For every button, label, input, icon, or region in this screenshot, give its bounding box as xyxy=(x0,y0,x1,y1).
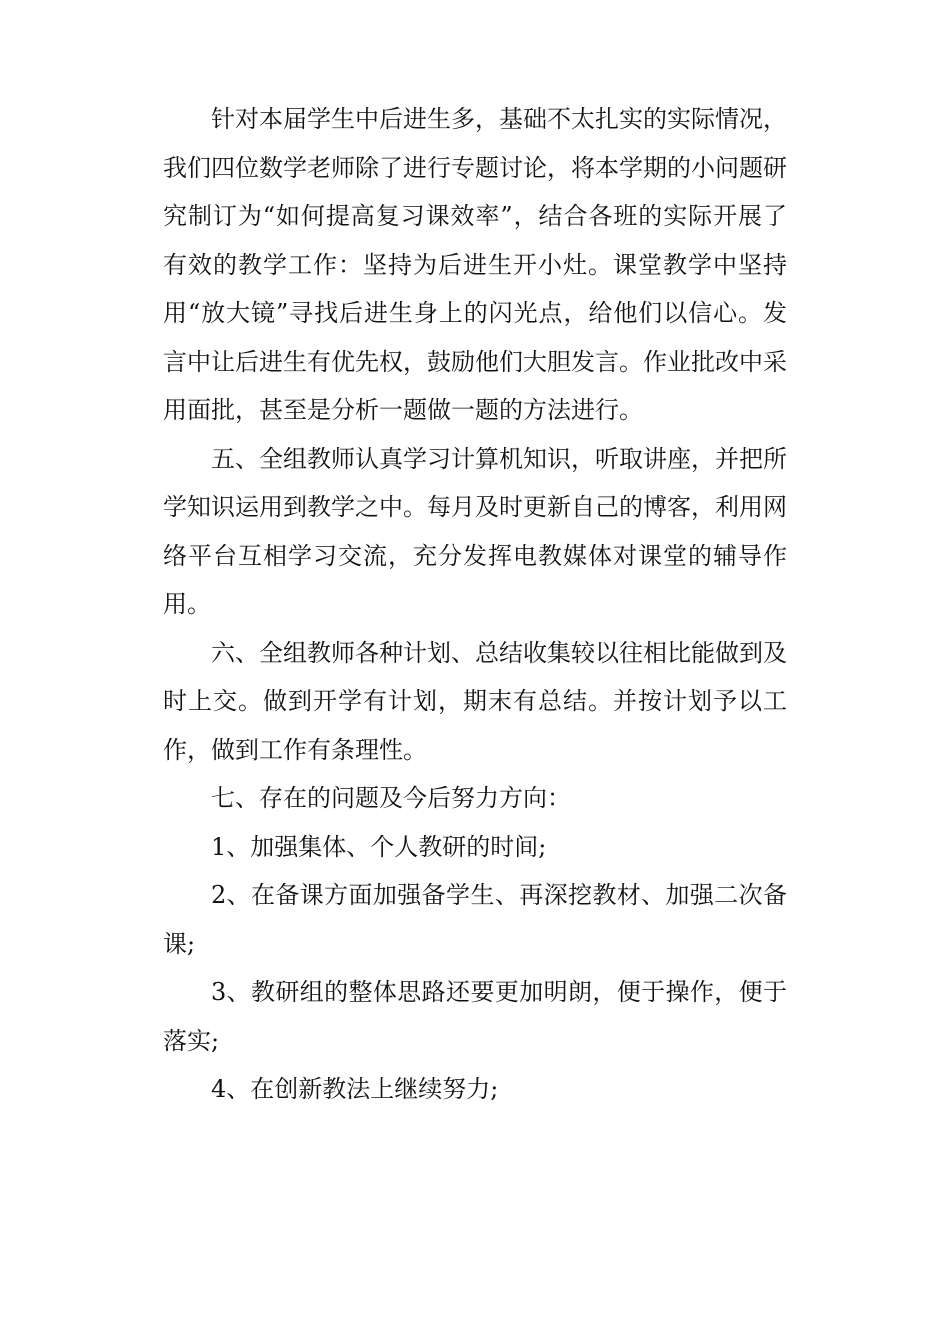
list-item-4: 4、在创新教法上继续努力; xyxy=(211,1075,499,1103)
list-item-1: 1、加强集体、个人教研的时间; xyxy=(211,832,547,861)
paragraph-section-five: 五、全组教师认真学习计算机知识，听取讲座，并把所学知识运用到教学之中。每月及时更新自己的博客，利用网络平台互相学习交流，充分发挥电教媒体对课堂的辅导作用。 xyxy=(163,444,787,618)
list-item-3: 3、教研组的整体思路还要更加明朗，便于操作，便于落实; xyxy=(163,978,787,1055)
paragraph-section-six: 六、全组教师各种计划、总结收集较以往相比能做到及时上交。做到开学有计划，期末有总结。并按计划予以工作，做到工作有条理性。 xyxy=(163,638,787,764)
paragraph-remedial-teaching: 针对本届学生中后进生多，基础不太扎实的实际情况，我们四位数学老师除了进行专题讨论，将本学期的小问题研究制订为“如何提高复习课效率”，结合各班的实际开展了有效的教学工作：坚持为后进生开小灶。课堂教学中坚持用“放大镜”寻找后进生身上的闪光点，给他们以信心。发言中让后进生有优先权，鼓励他们大胆发言。作业批改中采用面批，甚至是分析一题做一题的方法进行。 xyxy=(163,105,787,424)
paragraph-section-seven-heading: 七、存在的问题及今后努力方向： xyxy=(211,784,571,812)
document-body xyxy=(163,95,787,1114)
list-item-2: 2、在备课方面加强备学生、再深挖教材、加强二次备课; xyxy=(163,881,787,958)
